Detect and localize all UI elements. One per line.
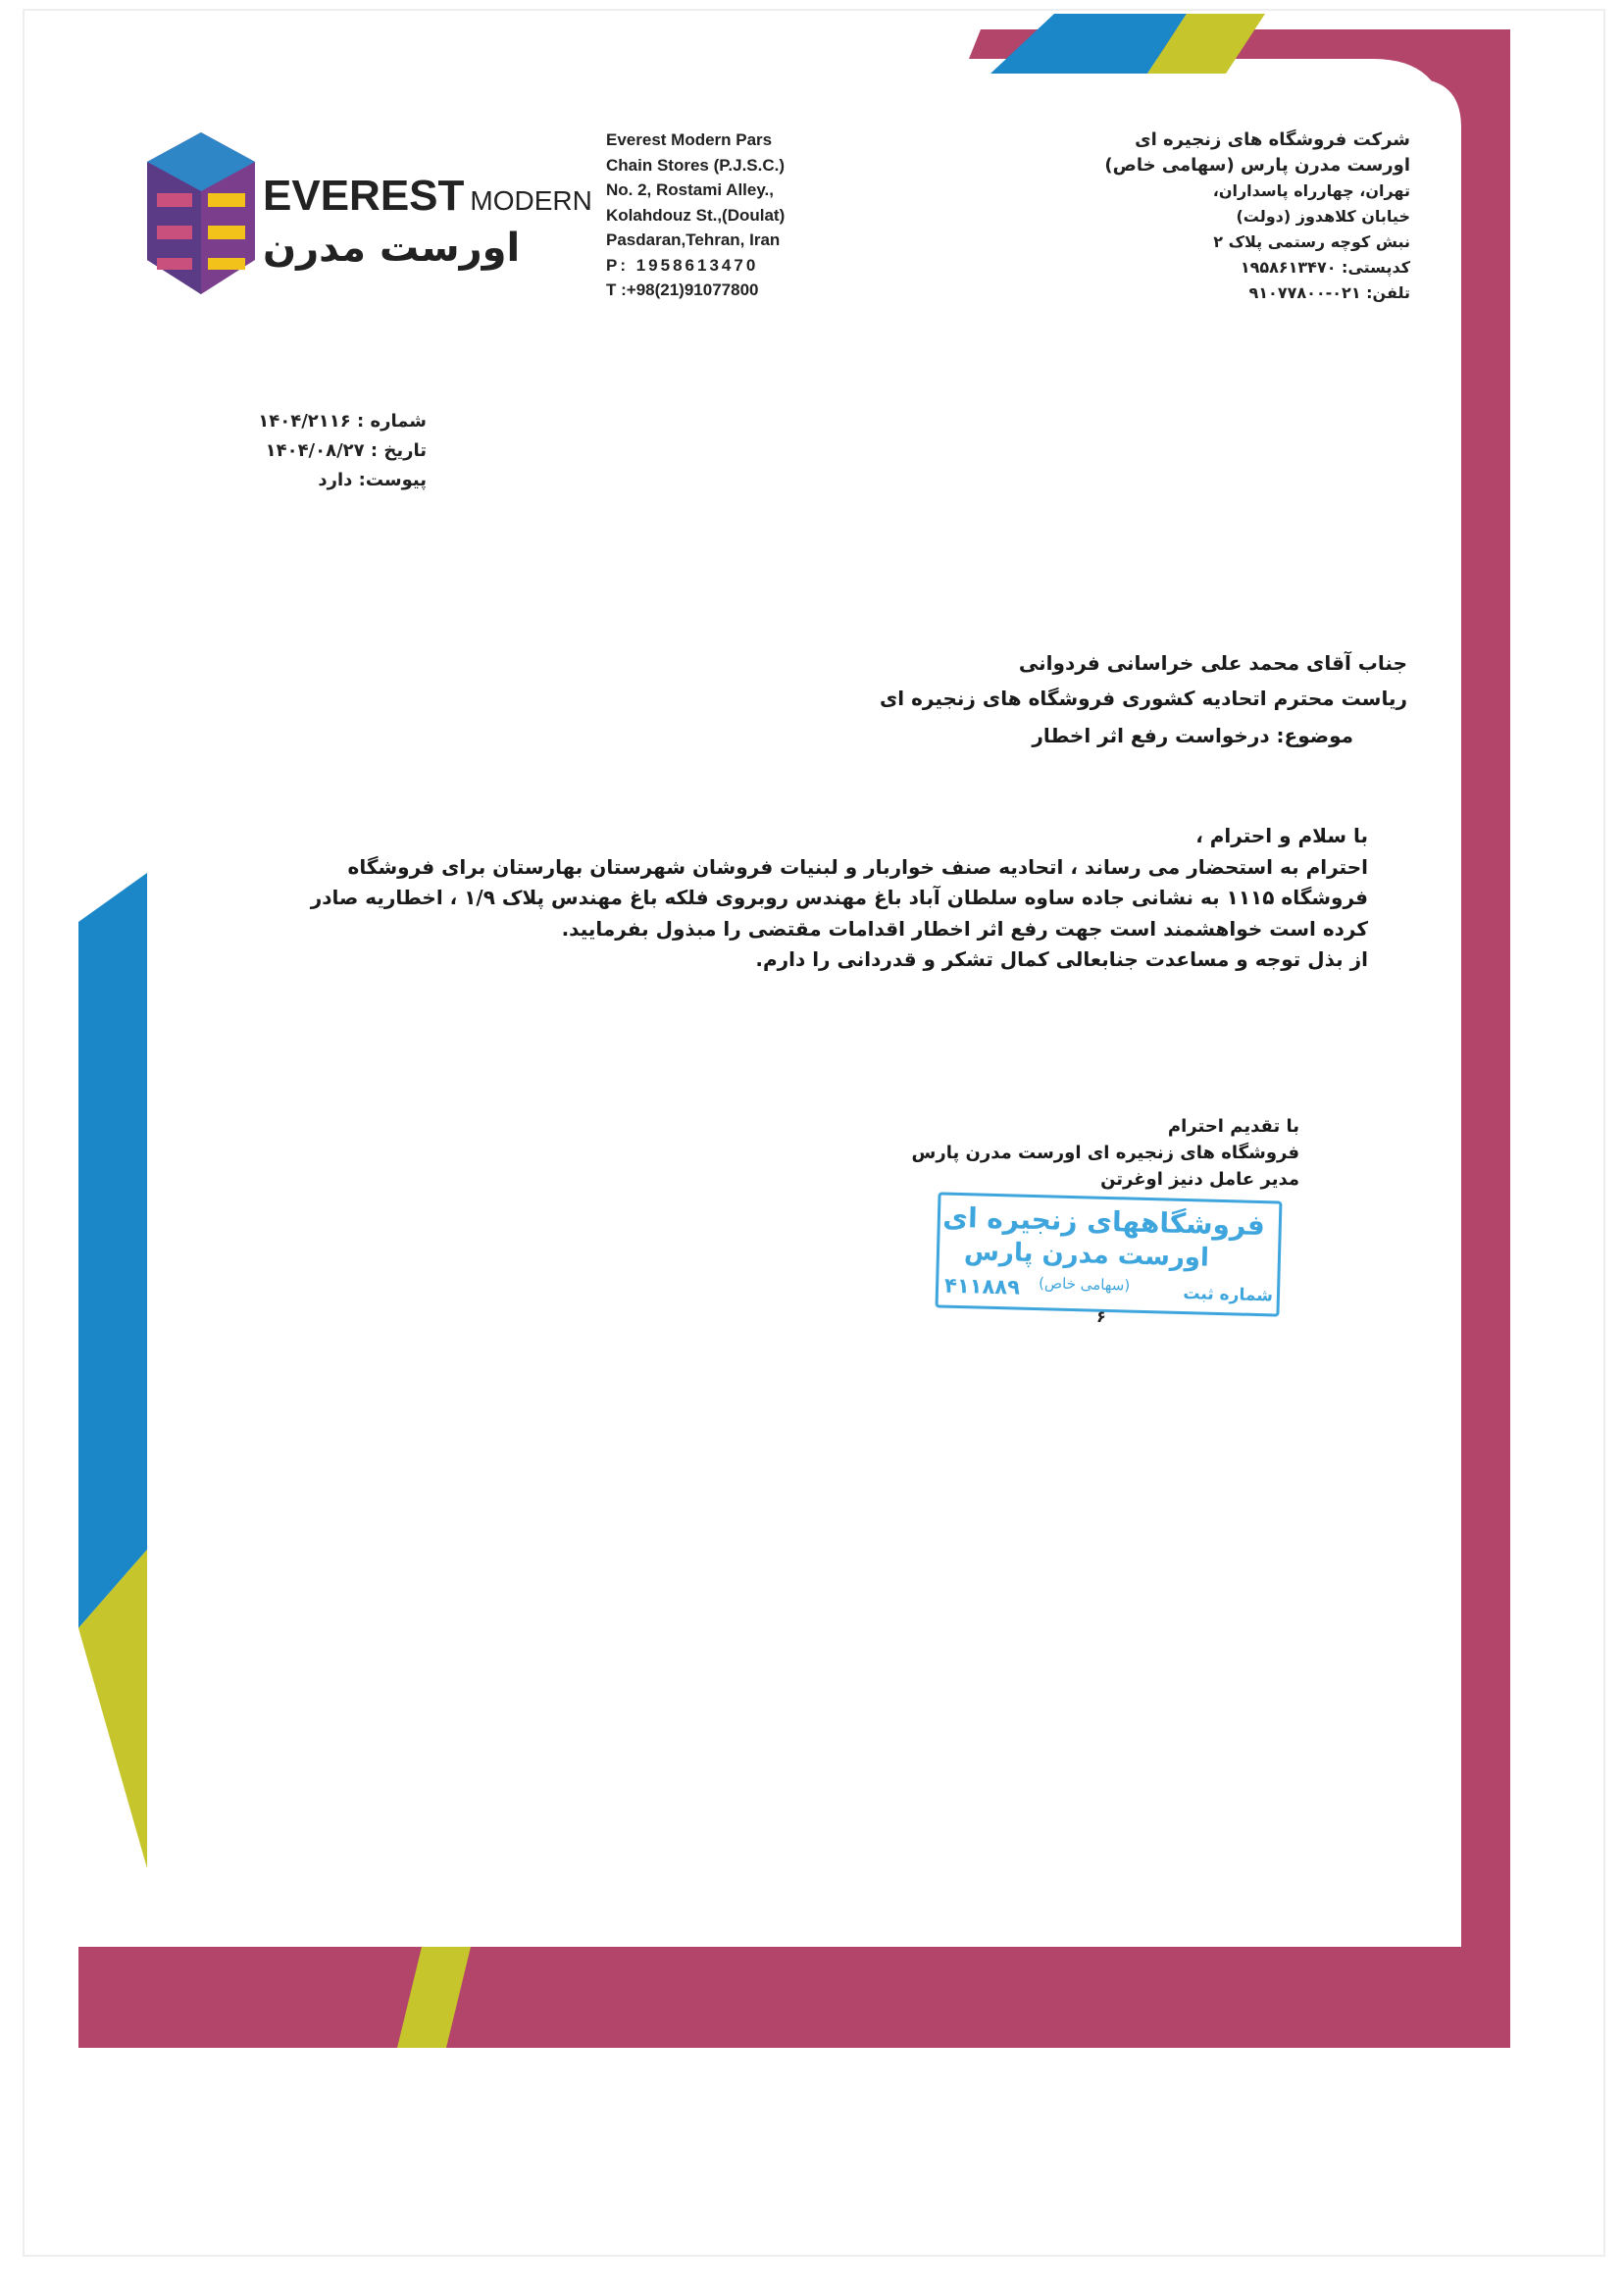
address-en-line: Kolahdouz St.,(Doulat) (606, 205, 786, 225)
address-fa-line: کدپستی: ۱۹۵۸۶۱۳۴۷۰ (1240, 258, 1410, 277)
signer-name: مدیر عامل دنیز اوغرتن (1100, 1169, 1299, 1190)
address-fa-line: اورست مدرن پارس (سهامی خاص) (1104, 155, 1410, 176)
letter-meta (216, 407, 427, 495)
signer-company: فروشگاه های زنجیره ای اورست مدرن پارس (911, 1143, 1299, 1163)
stamp-reg-label: شماره ثبت (1183, 1284, 1274, 1306)
stamp-line-2: اورست مدرن پارس (963, 1237, 1210, 1273)
address-en-line: Chain Stores (P.J.S.C.) (606, 155, 786, 175)
inner-panel (78, 59, 1446, 1947)
logo (147, 127, 592, 304)
address-fa-line: تهران، چهارراه پاسداران، (1212, 181, 1410, 200)
letter-attachment: پیوست: دارد (318, 470, 427, 490)
left-blue-band (78, 873, 147, 1628)
body-line: از بذل توجه و مساعدت جنابعالی کمال تشکر و قدردانی را دارم. (755, 947, 1368, 971)
body-line: کرده است خواهشمند است جهت رفع اثر اخطار اقدامات مقتضی را مبذول بفرمایید. (561, 916, 1368, 941)
addressee (834, 645, 1407, 716)
address-fa (1104, 127, 1410, 306)
letter-date: تاریخ : ۱۴۰۴/۰۸/۲۷ (265, 440, 427, 461)
signature-block (883, 1113, 1299, 1193)
address-fa-line: شرکت فروشگاه های زنجیره ای (1135, 129, 1410, 150)
address-en-line: Pasdaran,Tehran, Iran (606, 230, 781, 249)
stamp-type: (سهامی خاص) (1038, 1274, 1131, 1295)
address-fa-line: نبش کوچه رستمی پلاک ۲ (1213, 232, 1410, 251)
addressee-name: جناب آقای محمد علی خراسانی فردوانی (1018, 651, 1407, 675)
address-en (606, 127, 822, 303)
addressee-title: ریاست محترم اتحادیه کشوری فروشگاه های زنجیره ای (879, 687, 1407, 710)
address-fa-line: تلفن: ۰۲۱-۹۱۰۷۷۸۰۰ (1248, 283, 1410, 302)
stamp-under-mark: ۶ (1096, 1307, 1106, 1326)
address-en-line: No. 2, Rostami Alley., (606, 180, 774, 199)
letter-number: شماره : ۱۴۰۴/۲۱۱۶ (258, 411, 427, 432)
stamp-reg-number: ۴۱۱۸۸۹ (943, 1273, 1021, 1300)
letter-body (265, 821, 1368, 976)
body-line: فروشگاه ۱۱۱۵ به نشانی جاده ساوه سلطان آباد باغ مهندس روبروی فلکه باغ مهندس پلاک ۱/۹ ، اخطاریه صادر (310, 886, 1368, 909)
greeting: با سلام و احترام ، (1195, 824, 1368, 847)
address-en-line: Everest Modern Pars (606, 130, 773, 149)
address-en-tel: T :+98(21)91077800 (606, 280, 759, 299)
body-line: احترام به استحضار می رساند ، اتحادیه صنف خواربار و لبنیات فروشان شهرستان بهارستان برای فروشگاه (347, 854, 1368, 879)
closing: با تقدیم احترام (1167, 1116, 1299, 1137)
address-en-phone: P: 1958613470 (606, 255, 759, 275)
address-fa-line: خیابان کلاهدوز (دولت) (1236, 207, 1410, 226)
brand-name-fa: اورست مدرن (263, 226, 521, 271)
brand-name-en: EVEREST MODERN (263, 172, 592, 220)
stamp-line-1: فروشگاههای زنجیره ای (941, 1200, 1266, 1243)
letter-subject: موضوع: درخواست رفع اثر اخطار (1032, 724, 1353, 747)
everest-cube-logo-icon (147, 132, 255, 299)
company-stamp (936, 1192, 1283, 1316)
